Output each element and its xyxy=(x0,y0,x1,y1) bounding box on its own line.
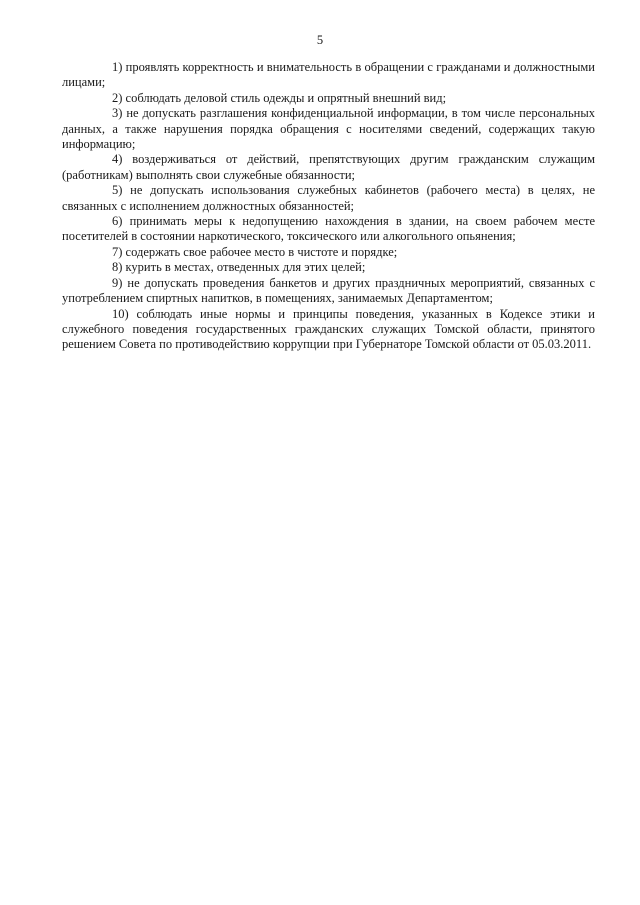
list-item: 4) воздерживаться от действий, препятствующих другим гражданским служащим (работникам) выполнять свои служебные обязанности; xyxy=(62,152,595,182)
page-number: 5 xyxy=(316,33,324,47)
document-body xyxy=(62,60,595,353)
list-item: 8) курить в местах, отведенных для этих целей; xyxy=(112,260,366,275)
list-item: 6) принимать меры к недопущению нахождения в здании, на своем рабочем месте посетителей в состоянии наркотического, токсического или алкогольного опьянения; xyxy=(62,214,595,244)
list-item: 9) не допускать проведения банкетов и других праздничных мероприятий, связанных с употреблением спиртных напитков, в помещениях, занимаемых Департаментом; xyxy=(62,275,595,306)
list-item: 5) не допускать использования служебных кабинетов (рабочего места) в целях, не связанных с исполнением должностных обязанностей; xyxy=(62,183,595,213)
list-item: 7) содержать свое рабочее место в чистоте и порядке; xyxy=(112,244,398,259)
list-item: 3) не допускать разглашения конфиденциальной информации, в том числе персональных данных, а также нарушения порядка обращения с носителями сведений, содержащих такую информацию; xyxy=(62,106,595,152)
list-item: 2) соблюдать деловой стиль одежды и опрятный внешний вид; xyxy=(112,90,447,105)
list-item: 1) проявлять корректность и внимательность в обращении с гражданами и должностными лицами; xyxy=(62,60,595,90)
list-item: 10) соблюдать иные нормы и принципы поведения, указанных в Кодексе этики и служебного поведения государственных гражданских служащих Томской области, принятого решением Совета по противодействию коррупции при Губернаторе Томской области от 05.03.2011. xyxy=(62,306,595,352)
